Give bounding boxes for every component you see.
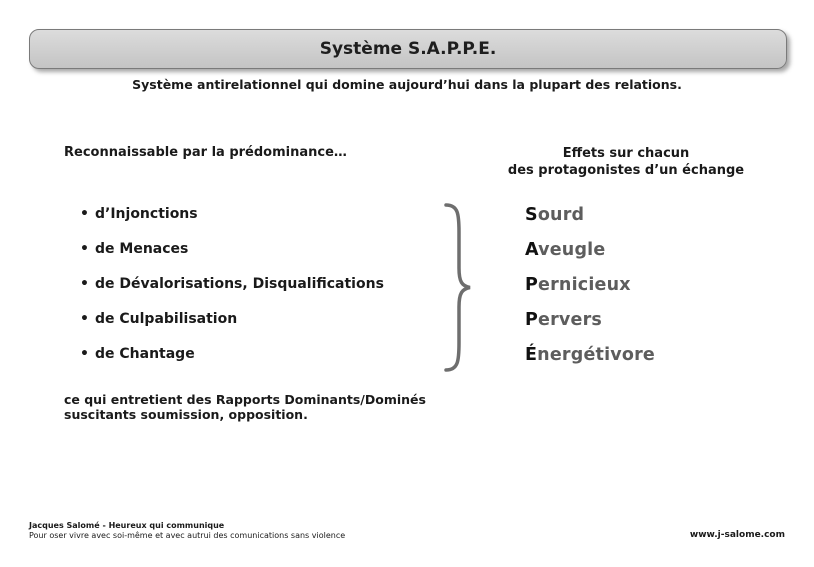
conclusion-line2: suscitants soumission, opposition. [64,407,308,422]
conclusion-line1: ce qui entretient des Rapports Dominants/Dominés [64,392,426,407]
left-heading: Reconnaissable par la prédominance… [64,145,347,160]
list-item [80,276,384,311]
footer-url-link[interactable]: www.j-salome.com [689,530,785,540]
list-item-label: de Dévalorisations, Disqualifications [95,276,384,292]
effect-rest: veugle [538,240,606,260]
bullet-icon: • [80,241,89,257]
right-heading [490,145,762,179]
footer-tagline: Pour oser vivre avec soi-même et avec autrui des comunications sans violence [29,531,346,540]
bullet-icon: • [80,346,89,362]
effect-rest: ourd [537,205,585,225]
effect-rest: nergétivore [537,345,656,365]
list-item [80,346,384,381]
list-item [80,206,384,241]
footer-author: Jacques Salomé - Heureux qui communique [29,521,225,530]
bullet-icon: • [80,311,89,327]
effect-item [525,345,655,380]
effect-rest: ervers [538,310,603,330]
effect-initial: S [525,205,538,225]
conclusion-text [64,392,426,422]
effect-initial: É [525,345,538,365]
effect-item [525,240,655,275]
bullet-icon: • [80,276,89,292]
effect-rest: ernicieux [538,275,631,295]
predominance-list [80,206,384,381]
list-item-label: de Chantage [95,346,195,362]
effect-item [525,205,655,240]
list-item-label: d’Injonctions [95,206,198,222]
effect-item [525,310,655,345]
list-item-label: de Menaces [95,241,189,257]
page-title: Système S.A.P.P.E. [319,39,497,59]
right-heading-line1: Effets sur chacun [562,146,690,161]
list-item-label: de Culpabilisation [95,311,238,327]
right-heading-line2: des protagonistes d’un échange [507,163,745,178]
effect-initial: P [525,310,539,330]
title-bar [29,29,787,69]
effects-list [525,205,655,380]
list-item [80,311,384,346]
effect-initial: P [525,275,539,295]
page-subtitle: Système antirelationnel qui domine aujourd’hui dans la plupart des relations. [132,77,682,92]
bullet-icon: • [80,206,89,222]
curly-brace-icon [440,200,480,375]
effect-item [525,275,655,310]
list-item [80,241,384,276]
effect-initial: A [525,240,539,260]
